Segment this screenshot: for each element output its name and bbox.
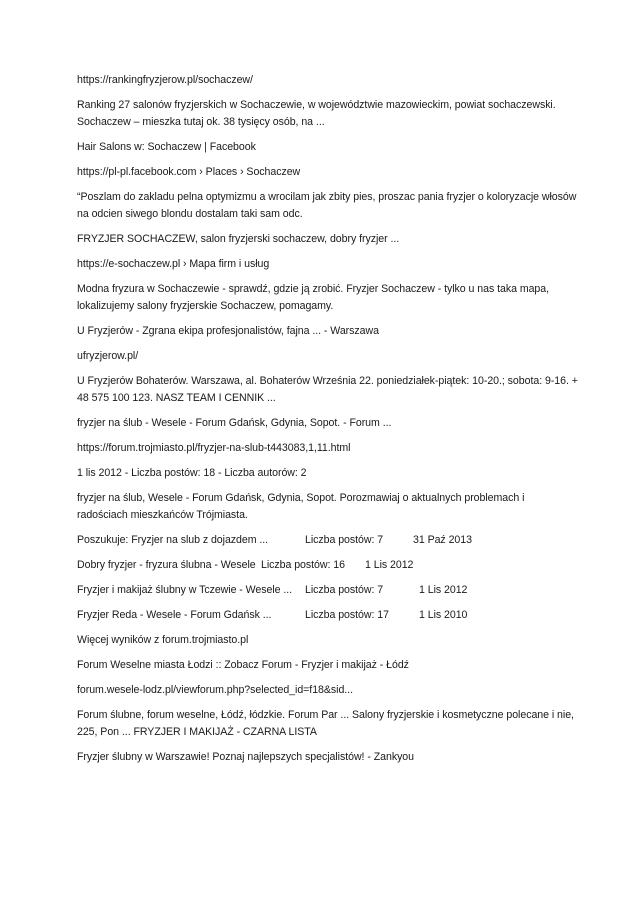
forum-row-posts: Liczba postów: 7 (305, 584, 384, 596)
forum-row-date: 1 Lis 2010 (419, 609, 468, 621)
result-url: ufryzjerow.pl/ (77, 350, 139, 362)
result-title: Fryzjer ślubny w Warszawie! Poznaj najlepszych specjalistów! - Zankyou (77, 751, 414, 763)
forum-row-posts: Liczba postów: 7 (305, 534, 384, 546)
result-snippet: U Fryzjerów Bohaterów. Warszawa, al. Bohaterów Września 22. poniedziałek-piątek: 10-20.; sobota: 9-16. + 48 575 100 123. NASZ TEAM I CENNIK ... (77, 375, 578, 404)
forum-row-posts: Liczba postów: 17 (305, 609, 389, 621)
forum-row (77, 607, 578, 624)
result-title: U Fryzjerów - Zgrana ekipa profesjonalistów, fajna ... - Warszawa (77, 325, 379, 337)
forum-row-title: Poszukuje: Fryzjer na slub z dojazdem ... (77, 534, 269, 546)
result-title: Forum Weselne miasta Łodzi :: Zobacz Forum - Fryzjer i makijaż - Łódź (77, 659, 409, 671)
result-url: https://forum.trojmiasto.pl/fryzjer-na-slub-t443083,1,11.html (77, 442, 351, 454)
result-title: Hair Salons w: Sochaczew | Facebook (77, 141, 256, 153)
more-results-text: Więcej wyników z forum.trojmiasto.pl (77, 634, 249, 646)
forum-row (77, 532, 578, 549)
result-url: https://pl-pl.facebook.com › Places › Sochaczew (77, 166, 301, 178)
forum-row-posts: Liczba postów: 16 (261, 559, 345, 571)
result-snippet: fryzjer na ślub, Wesele - Forum Gdańsk, Gdynia, Sopot. Porozmawiaj o aktualnych problemach i radościach mieszkańców Trójmiasta. (77, 492, 525, 521)
forum-row-title: Fryzjer Reda - Wesele - Forum Gdańsk ... (77, 609, 272, 621)
result-snippet: “Poszlam do zakladu pelna optymizmu a wrocilam jak zbity pies, proszac pania fryzjer o koloryzacje włosów na odcien siwego blondu dostalam taki sam odc. (77, 191, 577, 220)
result-snippet: Ranking 27 salonów fryzjerskich w Sochaczewie, w województwie mazowieckim, powiat sochaczewski. Sochaczew – mieszka tutaj ok. 38 tysięcy osób, na ... (77, 99, 556, 128)
forum-row-date: 31 Paź 2013 (413, 534, 472, 546)
result-title: FRYZJER SOCHACZEW, salon fryzjerski sochaczew, dobry fryzjer ... (77, 233, 400, 245)
result-url: forum.wesele-lodz.pl/viewforum.php?selected_id=f18&sid... (77, 684, 353, 696)
result-url: https://e-sochaczew.pl › Mapa firm i usług (77, 258, 270, 270)
forum-row (77, 582, 578, 599)
forum-row-title: Fryzjer i makijaż ślubny w Tczewie - Wesele ... (77, 584, 293, 596)
result-meta: 1 lis 2012 - Liczba postów: 18 - Liczba autorów: 2 (77, 467, 307, 479)
forum-row-date: 1 Lis 2012 (365, 559, 414, 571)
forum-row (77, 557, 578, 574)
result-snippet: Modna fryzura w Sochaczewie - sprawdź, gdzie ją zrobić. Fryzjer Sochaczew - tylko u nas taka mapa, lokalizujemy salony fryzjerskie Sochaczew, pomagamy. (77, 283, 550, 312)
forum-row-date: 1 Lis 2012 (419, 584, 468, 596)
result-snippet: Forum ślubne, forum weselne, Łódź, łódzkie. Forum Par ... Salony fryzjerskie i kosmetyczne polecane i nie, 225, Pon ... FRYZJER I MAKIJAŻ - CZARNA LISTA (77, 709, 574, 738)
forum-row-title: Dobry fryzjer - fryzura ślubna - Wesele (77, 559, 256, 571)
result-url: https://rankingfryzjerow.pl/sochaczew/ (77, 74, 253, 86)
result-title: fryzjer na ślub - Wesele - Forum Gdańsk, Gdynia, Sopot. - Forum ... (77, 417, 392, 429)
